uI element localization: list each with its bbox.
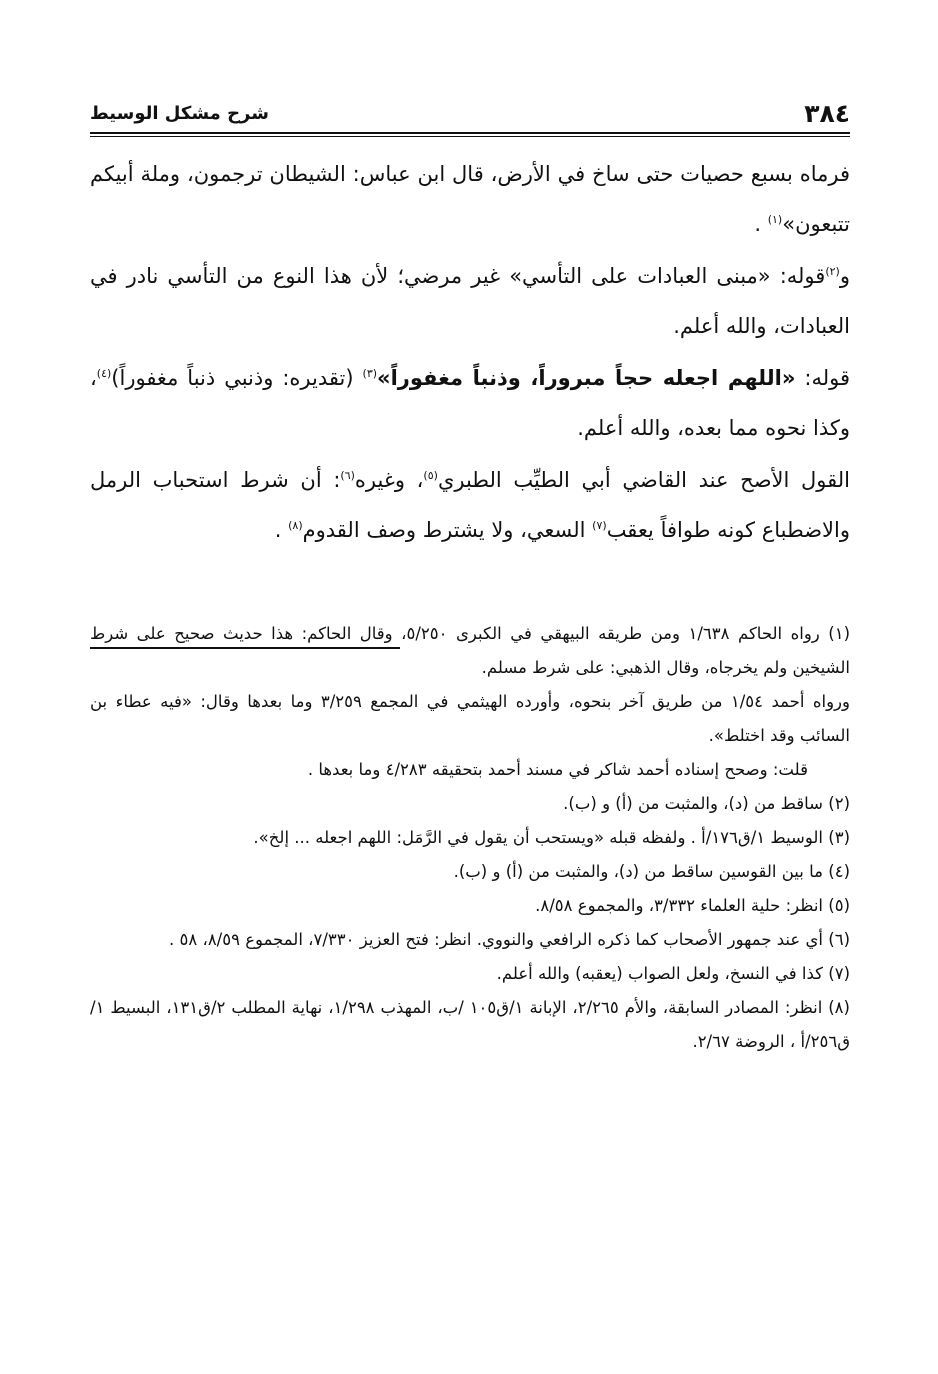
page-number: ٣٨٤: [804, 99, 850, 128]
footnote-2: (٢) ساقط من (د)، والمثبت من (أ) و (ب).: [563, 794, 850, 813]
quoted-dua: «اللهم اجعله حجاً مبروراً، وذنباً مغفوراً»: [377, 366, 796, 390]
footnote-ref-5: (٥): [423, 469, 438, 482]
footnote-1: (١) رواه الحاكم ١/٦٣٨ ومن طريقه البيهقي في الكبرى ٥/٢٥٠، وقال الحاكم: هذا حديث صحيح على شرط الشيخين ولم يخرجاه، وقال الذهبي: على شرط مسلم.: [90, 624, 850, 677]
footnote-area: [90, 617, 850, 1059]
footnote-ref-7: (٧): [592, 519, 607, 532]
paragraph-3: قوله: «اللهم اجعله حجاً مبروراً، وذنباً مغفوراً»$^{(٣)}$ (تقديره: وذنبي ذنباً مغفوراً)$^{(٤)}$، وكذا نحوه مما بعده، والله أعلم.: [90, 366, 850, 440]
footnote-1-continued: ورواه أحمد ١/٥٤ من طريق آخر بنحوه، وأورده الهيثمي في المجمع ٣/٢٥٩ وما بعدها وقال: «فيه عطاء بن السائب وقد اختلط».: [90, 692, 850, 745]
footnote-ref-1: (١): [767, 213, 783, 226]
footnote-1-note: قلت: وصحح إسناده أحمد شاكر في مسند أحمد بتحقيقه ٤/٢٨٣ وما بعدها .: [307, 760, 808, 779]
paragraph-2: و$^{(٢)}$قوله: «مبنى العبادات على التأسي» غير مرضي؛ لأن هذا النوع من التأسي نادر في العبادات، والله أعلم.: [90, 264, 850, 338]
running-title: شرح مشكل الوسيط: [90, 103, 269, 124]
footnote-separator: [90, 647, 400, 649]
footnote-8: (٨) انظر: المصادر السابقة، والأم ٢/٢٦٥، الإبانة ١/ق١٠٥ /ب، المهذب ١/٢٩٨، نهاية المطلب ٢/ق١٣١، البسيط ١/ق٢٥٦/أ ، الروضة ٢/٦٧.: [90, 998, 850, 1051]
paragraph-1: فرماه بسبع حصيات حتى ساخ في الأرض، قال ابن عباس: الشيطان ترجمون، وملة أبيكم تتبعون»$^{(١)}$ .: [90, 162, 850, 236]
header-rule: [90, 132, 850, 134]
page: [90, 90, 850, 1059]
page-header: [90, 90, 850, 126]
footnote-7: (٧) كذا في النسخ، ولعل الصواب (يعقبه) والله أعلم.: [496, 964, 850, 983]
footnote-ref-2: (٢): [825, 265, 840, 278]
footnote-3: (٣) الوسيط ١/ق١٧٦/أ . ولفظه قبله «ويستحب أن يقول في الرَّمَل: اللهم اجعله ... إلخ».: [253, 828, 850, 847]
footnote-6: (٦) أي عند جمهور الأصحاب كما ذكره الرافعي والنووي. انظر: فتح العزيز ٧/٣٣٠، المجموع ٨/٥٩، ٥٨ .: [169, 930, 850, 949]
footnote-ref-3: (٣): [362, 367, 378, 380]
footnote-5: (٥) انظر: حلية العلماء ٣/٣٣٢، والمجموع ٨/٥٨.: [535, 896, 850, 915]
footnote-4: (٤) ما بين القوسين ساقط من (د)، والمثبت من (أ) و (ب).: [453, 862, 850, 881]
main-text: [90, 149, 850, 555]
footnote-ref-4: (٤): [96, 367, 112, 380]
paragraph-4: القول الأصح عند القاضي أبي الطيِّب الطبري$^{(٥)}$، وغيره$^{(٦)}$: أن شرط استحباب الرمل والاضطباع كونه طوافاً يعقب$^{(٧)}$ السعي، ولا يشترط وصف القدوم$^{(٨)}$ .: [90, 468, 850, 542]
header-rule-thin: [90, 136, 850, 137]
footnote-ref-6: (٦): [340, 469, 355, 482]
footnotes: [90, 617, 850, 1059]
footnote-ref-8: (٨): [288, 519, 303, 532]
